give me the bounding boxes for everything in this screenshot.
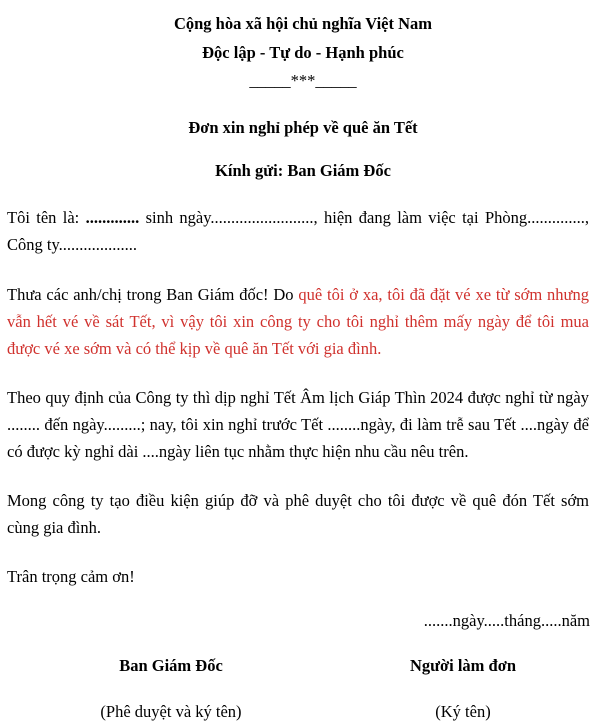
applicant-note: (Ký tên): [435, 702, 491, 721]
intro-rest: sinh ngày........................., hiện đang làm việc tại Phòng.............., Công ty...................: [7, 208, 589, 254]
motto: Độc lập - Tự do - Hạnh phúc: [202, 43, 404, 62]
reason-paragraph: [7, 281, 589, 362]
applicant-title: Người làm đơn: [409, 656, 517, 675]
approver-note: (Phê duyệt và ký tên): [100, 702, 242, 721]
schedule-paragraph: Theo quy định của Công ty thì dịp nghỉ Tết Âm lịch Giáp Thìn 2024 được nghỉ từ ngày ........ đến ngày.........; nay, tôi xin nghỉ trước Tết ........ngày, đi làm trễ sau Tết ....ngày để có được kỳ nghỉ dài ....ngày liên tục nhằm thực hiện nhu cầu nêu trên.: [7, 388, 589, 461]
request-paragraph: Mong công ty tạo điều kiện giúp đỡ và phê duyệt cho tôi được về quê đón Tết sớm cùng gia đình.: [7, 491, 589, 537]
approver-title: Ban Giám Đốc: [119, 656, 223, 675]
date-line: .......ngày.....tháng.....năm: [423, 611, 590, 630]
national-title: Cộng hòa xã hội chủ nghĩa Việt Nam: [173, 14, 433, 33]
reason-highlight: quê tôi ở xa, tôi đã đặt vé xe từ sớm nhưng vẫn hết vé về sát Tết, vì vậy tôi xin công ty cho tôi nghỉ thêm mấy ngày để tôi mua được vé xe sớm và có thể kịp về quê ăn Tết với gia đình.: [7, 285, 589, 358]
recipient-line: Kính gửi: Ban Giám Đốc: [215, 161, 391, 180]
closing-line: Trân trọng cảm ơn!: [7, 567, 135, 586]
header-separator: _____***_____: [249, 71, 357, 90]
intro-paragraph: [7, 204, 589, 258]
name-blank: .............: [85, 208, 140, 227]
reason-prefix: Thưa các anh/chị trong Ban Giám đốc! Do: [7, 285, 299, 304]
document-title: Đơn xin nghỉ phép về quê ăn Tết: [188, 118, 418, 137]
intro-label: Tôi tên là:: [7, 208, 86, 227]
